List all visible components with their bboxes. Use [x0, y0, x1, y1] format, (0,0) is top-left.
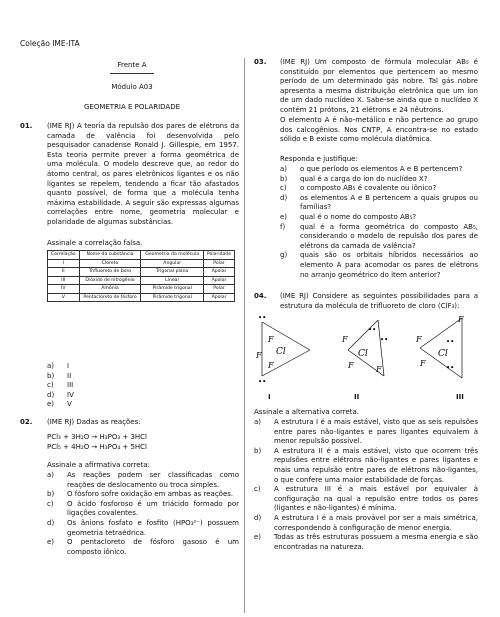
- table-row: [48, 293, 235, 302]
- option-letter: c): [254, 485, 261, 494]
- option-text: A estrutura II é a mais estável, visto que ocorrem três repulsões entre elétrons não-ligantes e pares ligantes e mais uma repulsão entre pares de elétrons não-ligantes, o que confere uma maior estabilidade de forças.: [274, 446, 478, 484]
- option-text: Os ânions fosfato e fosfito (HPO₃²⁻) possuem geometria tetraédrica.: [67, 518, 239, 537]
- q04-number: 04.: [254, 292, 267, 300]
- svg-text:••: ••: [258, 314, 267, 322]
- option-a[interactable]: [254, 418, 478, 447]
- table-cell: Apolar: [204, 268, 235, 277]
- table-row: [48, 276, 235, 285]
- atom-f: F: [268, 335, 274, 344]
- option-a[interactable]: [47, 471, 239, 490]
- table-cell: Polar: [204, 285, 235, 294]
- table-header: Geometria da molécula: [141, 251, 204, 260]
- q03-text2: O elemento A é não-metálico e não pertence ao grupo dos calcogênios. Nos CNTP, A encontra-se no estado sólido e B existe como molécula diatômica.: [280, 116, 478, 144]
- option-letter: d): [254, 513, 262, 522]
- heading-rule: [110, 73, 154, 74]
- option-letter: d): [280, 193, 288, 202]
- topic-heading: GEOMETRIA E POLARIDADE: [83, 103, 181, 111]
- option-letter: b): [280, 174, 288, 183]
- option-letter: c): [280, 184, 287, 193]
- atom-cl: Cl: [276, 347, 286, 357]
- structure-II: [341, 320, 388, 376]
- option-c[interactable]: [47, 500, 239, 519]
- option-text: O pentacloreto de fósforo gasoso é um composto iônico.: [67, 538, 239, 556]
- atom-f: F: [416, 335, 422, 344]
- option-c[interactable]: [254, 485, 478, 514]
- option-b[interactable]: [47, 372, 239, 382]
- option-letter: a): [280, 165, 288, 173]
- collection-title: Coleção IME-ITA: [20, 39, 80, 48]
- option-b[interactable]: [280, 175, 478, 185]
- structure-label-I: I: [268, 393, 271, 401]
- option-c[interactable]: [280, 184, 478, 194]
- table-cell: II: [48, 268, 80, 277]
- q02-instruction: Assinale a afirmativa correta:: [47, 461, 150, 469]
- q03-options: [280, 165, 478, 280]
- option-d[interactable]: [280, 194, 478, 213]
- option-letter: b): [47, 490, 55, 499]
- reaction-1: PCl₃ + 3H₂O → H₃PO₃ + 3HCl: [47, 433, 147, 441]
- atom-f: F: [376, 365, 382, 374]
- table-cell: Trigonal plana: [141, 268, 204, 277]
- module-heading: Módulo A03: [111, 83, 153, 91]
- q01-number: 01.: [20, 122, 33, 130]
- table-cell: Trifluoreto de boro: [79, 268, 141, 277]
- option-text: A estrutura I é a mais estável, visto que as seis repulsões entre pares não-ligantes e pares ligantes equivalem à menor repulsão possível.: [274, 418, 478, 446]
- atom-f: F: [420, 359, 426, 368]
- q04-instruction: Assinale a alternativa correta.: [254, 408, 360, 416]
- structure-label-III: III: [456, 393, 464, 401]
- option-c[interactable]: [47, 381, 239, 391]
- reaction-2: PCl₅ + 4H₂O → H₃PO₄ + 5HCl: [47, 443, 147, 451]
- option-letter: c): [47, 499, 54, 508]
- option-g[interactable]: [280, 251, 478, 280]
- option-letter: a): [47, 362, 55, 370]
- option-f[interactable]: [280, 223, 478, 252]
- option-d[interactable]: [254, 514, 478, 533]
- atom-f: F: [256, 351, 262, 360]
- svg-text:••: ••: [446, 338, 455, 346]
- option-text: o composto AB₅ é covalente ou iônico?: [300, 184, 437, 193]
- table-cell: V: [48, 293, 80, 302]
- atom-f: F: [458, 315, 464, 324]
- table-cell: Cloreto: [79, 259, 141, 268]
- option-text: qual é a carga do íon do nuclídeo X?: [300, 174, 428, 183]
- option-text: o que período os elementos A e B pertencem?: [300, 165, 463, 173]
- table-cell: Pirâmide trigonal: [141, 285, 204, 294]
- table-header: Correlação: [48, 251, 80, 260]
- option-letter: a): [254, 418, 262, 426]
- option-d[interactable]: [47, 519, 239, 538]
- table-cell: IV: [48, 285, 80, 294]
- table-cell: Polar: [204, 259, 235, 268]
- option-text: A estrutura I é a mais provável por ser a mais simétrica, correspondendo à configuração de menor energia.: [274, 513, 478, 532]
- option-b[interactable]: [47, 490, 239, 500]
- table-row: [48, 259, 235, 268]
- table-cell: Pirâmide trigonal: [141, 293, 204, 302]
- table-cell: Pentacloreto de fósforo: [79, 293, 141, 302]
- option-letter: e): [254, 533, 262, 542]
- q03-instruction: Responda e justifique:: [280, 155, 358, 163]
- option-letter: c): [47, 381, 54, 390]
- structure-III: [415, 315, 464, 378]
- option-e[interactable]: [254, 533, 478, 552]
- table-cell: III: [48, 276, 80, 285]
- option-letter: e): [47, 400, 55, 409]
- table-cell: Angular: [141, 259, 204, 268]
- option-text: quais são os orbitais híbridos necessários ao elemento A para acomodar os pares de elétrons no arranjo geométrico do item anterior?: [300, 251, 478, 279]
- option-text: O fósforo sofre oxidação em ambas as reações.: [67, 490, 234, 499]
- atom-cl: Cl: [358, 349, 368, 359]
- front-heading: Frente A: [117, 61, 147, 69]
- atom-cl: Cl: [438, 349, 448, 359]
- table-row: [48, 268, 235, 277]
- option-letter: b): [47, 371, 55, 380]
- structure-I: [255, 314, 310, 386]
- option-a[interactable]: [47, 362, 239, 372]
- atom-f: F: [348, 361, 354, 370]
- atom-f: F: [268, 361, 274, 370]
- table-cell: Apolar: [204, 293, 235, 302]
- option-text: Todas as três estruturas possuem a mesma energia e são encontradas na natureza.: [274, 533, 478, 551]
- option-text: V: [67, 400, 72, 409]
- table-cell: Linear: [141, 276, 204, 285]
- option-text: A estrutura III é a mais estável por equivaler à configuração na qual a repulsão entre todos os pares (ligantes e não-ligantes) é mínima.: [274, 485, 478, 513]
- q02-intro: (IME RJ) Dadas as reações:: [47, 418, 141, 426]
- option-letter: d): [47, 390, 55, 399]
- table-row: [48, 285, 235, 294]
- q02-number: 02.: [20, 418, 33, 426]
- q03-text: (IME RJ) Um composto de fórmula molecular AB₅ é constituído por elementos que pertencem ao mesmo período de um determinado gás nobre. Tal gás nobre apresenta a mesma distribuição eletrônica que um íon de um dado nuclídeo X. Sabe-se ainda que o nuclídeo X contém 21 prótons, 21 elétrons e 24 nêutrons.: [280, 58, 478, 114]
- option-text: II: [67, 371, 72, 380]
- option-e[interactable]: [280, 213, 478, 223]
- svg-text:••: ••: [258, 378, 267, 386]
- option-letter: d): [47, 518, 55, 527]
- column-divider: [244, 58, 245, 613]
- option-text: III: [67, 381, 74, 390]
- svg-text:••: ••: [368, 326, 377, 334]
- option-letter: e): [47, 538, 55, 547]
- option-text: qual é o nome do composto AB₅?: [300, 212, 417, 221]
- table-cell: Apolar: [204, 276, 235, 285]
- option-b[interactable]: [254, 447, 478, 485]
- table-header: Polaridade: [204, 251, 235, 260]
- option-text: O ácido fosforoso é um triácido formado por ligações covalentes.: [67, 499, 239, 518]
- q01-text: (IME RJ) A teoria da repulsão dos pares de elétrons da camada de valência foi desenvolvida pelo pesquisador canadense Ronald J. Gillespie, em 1957. Esta teoria permite prever a forma geométrica de uma molécula. O modelo descreve que, ao redor do átomo central, os pares eletrônicos ligantes e os não ligantes se repelem, tendendo a ficar tão afastados quanto possível, de forma que a molécula tenha máxima estabilidade. A seguir são expressas algumas correlações entre nome, geometria molecular e polaridade de algumas substâncias.: [47, 122, 239, 226]
- q04-text: (IME RJ) Considere as seguintes possibilidades para a estrutura da molécula de trifluoreto de cloro (ClF₃):: [280, 292, 478, 310]
- svg-text:••: ••: [446, 364, 455, 372]
- option-text: os elementos A e B pertencem a quais grupos ou famílias?: [300, 193, 478, 212]
- option-text: As reações podem ser classificadas como reações de deslocamento ou troca simples.: [67, 471, 239, 489]
- option-a[interactable]: [280, 165, 478, 175]
- option-text: IV: [67, 390, 74, 399]
- option-e[interactable]: [47, 400, 239, 410]
- q01-options: [47, 362, 239, 410]
- option-letter: b): [254, 446, 262, 455]
- option-letter: a): [47, 471, 55, 479]
- clf3-structures: [252, 312, 480, 390]
- q03-number: 03.: [254, 58, 267, 66]
- option-d[interactable]: [47, 391, 239, 401]
- option-letter: f): [280, 222, 286, 231]
- correlation-table: [47, 250, 235, 302]
- svg-text:••: ••: [380, 336, 389, 344]
- option-letter: e): [280, 212, 288, 221]
- atom-f: F: [342, 335, 348, 344]
- option-letter: g): [280, 251, 288, 260]
- structure-label-II: II: [354, 393, 360, 401]
- table-cell: I: [48, 259, 80, 268]
- table-header-row: [48, 251, 235, 260]
- option-e[interactable]: [47, 538, 239, 557]
- q02-options: [47, 471, 239, 557]
- table-header: Nome da substância: [79, 251, 141, 260]
- table-cell: Dióxido de nitrogênio: [79, 276, 141, 285]
- q01-instruction: Assinale a correlação falsa.: [47, 239, 143, 247]
- q04-options: [254, 418, 478, 552]
- option-text: I: [67, 362, 70, 370]
- option-text: qual é a forma geométrica do composto AB₅, considerando o modelo de repulsão dos pares de elétrons da camada de valência?: [300, 222, 478, 250]
- table-cell: Amônia: [79, 285, 141, 294]
